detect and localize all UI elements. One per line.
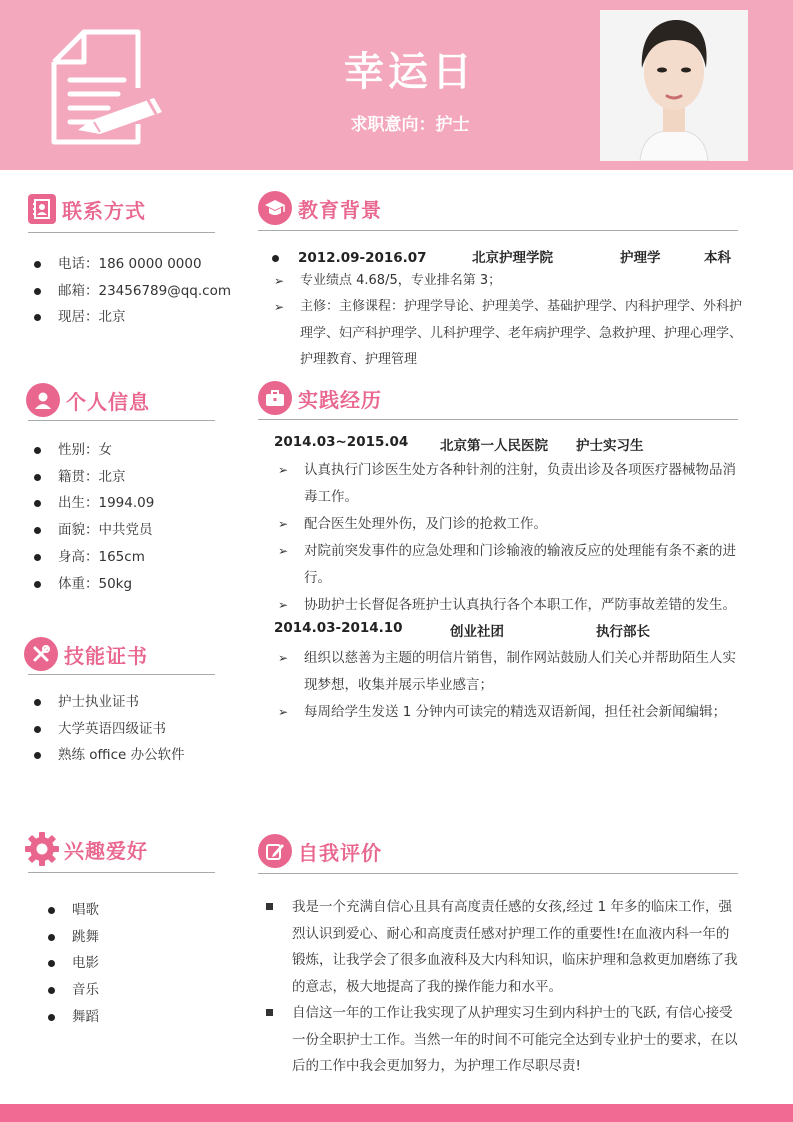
- education-school: 北京护理学院: [472, 250, 553, 266]
- skill-item: 大学英语四级证书: [30, 716, 185, 743]
- contact-email: 邮箱：23456789@qq.com: [30, 278, 231, 305]
- hobbies-heading: [24, 831, 148, 867]
- hobbies-title: 兴趣爱好: [64, 838, 148, 863]
- self-eval-heading: [258, 834, 382, 868]
- header-banner: [0, 0, 793, 170]
- address-book-icon: [28, 194, 56, 224]
- experience-heading: [258, 381, 382, 415]
- self-eval-point: 自信这一年的工作让我实现了从护理实习生到内科护士的飞跃, 有信心接受一份全职护士工作。当然一年的时间不可能完全达到专业护士的要求，在以后的工作中我会更加努力，为护理工作尽职尽责!: [262, 1000, 740, 1080]
- job-points: [276, 645, 746, 726]
- divider: [28, 420, 215, 421]
- contact-heading: [28, 194, 146, 224]
- personal-heading: [26, 383, 150, 417]
- education-courses: ➢ 主修：主修课程：护理学导论、护理美学、基础护理学、内科护理学、外科护理学、妇产科护理学、儿科护理学、老年病护理学、急救护理、护理心理学、护理教育、护理管理: [272, 294, 742, 374]
- self-eval-list: [262, 894, 740, 1080]
- job-period: 2014.03-2014.10: [274, 620, 403, 636]
- contact-location: 现居：北京: [30, 304, 231, 331]
- hobby-item: 舞蹈: [44, 1004, 99, 1031]
- personal-height: 身高：165cm: [30, 544, 154, 571]
- hobby-item: 跳舞: [44, 924, 99, 951]
- footer-bar: [0, 1104, 793, 1122]
- education-heading: [258, 191, 382, 225]
- education-period: 2012.09-2016.07: [298, 250, 427, 266]
- personal-title: 个人信息: [66, 389, 150, 414]
- divider: [28, 232, 215, 233]
- profile-photo: [600, 10, 748, 161]
- education-gpa: ➢ 专业绩点 4.68/5，专业排名第 3；: [272, 268, 742, 294]
- job-org: 创业社团: [450, 624, 504, 640]
- hobby-item: 音乐: [44, 977, 99, 1004]
- education-title: 教育背景: [298, 197, 382, 222]
- contact-list: [30, 251, 231, 331]
- education-details: [272, 268, 742, 374]
- job-head: [274, 620, 744, 642]
- briefcase-icon: [258, 381, 292, 415]
- personal-weight: 体重：50kg: [30, 571, 154, 598]
- personal-list: [30, 437, 154, 597]
- education-degree: 本科: [704, 250, 731, 266]
- edit-icon: [258, 834, 292, 868]
- job-period: 2014.03~2015.04: [274, 434, 409, 450]
- divider: [28, 872, 215, 873]
- job-points: [276, 457, 746, 619]
- graduation-cap-icon: [258, 191, 292, 225]
- job-point: ➢ 组织以慈善为主题的明信片销售，制作网站鼓励人们关心并帮助陌生人实现梦想，收集并展示毕业感言；: [276, 645, 746, 699]
- job-point: ➢ 配合医生处理外伤，及门诊的抢救工作。: [276, 511, 746, 538]
- divider: [258, 419, 738, 420]
- self-eval-point: 我是一个充满自信心且具有高度责任感的女孩,经过 1 年多的临床工作，强烈认识到爱心、耐心和高度责任感对护理工作的重要性!在血液内科一年的锻炼，让我学会了很多血液科及大内科知识，临床护理和急救更加磨练了我的意志，极大地提高了我的操作能力和水平。: [262, 894, 740, 1000]
- job-point: ➢ 每周给学生发送 1 分钟内可读完的精选双语新闻，担任社会新闻编辑；: [276, 699, 746, 726]
- job-point: ➢ 协助护士长督促各班护士认真执行各个本职工作，严防事故差错的发生。: [276, 592, 746, 619]
- divider: [258, 873, 738, 874]
- gear-icon: [24, 831, 60, 867]
- job-head: [274, 434, 744, 456]
- divider: [28, 674, 215, 675]
- tools-icon: [24, 637, 58, 671]
- personal-hometown: 籍贯：北京: [30, 464, 154, 491]
- job-org: 北京第一人民医院: [440, 438, 548, 454]
- hobby-item: 唱歌: [44, 897, 99, 924]
- job-intent: 求职意向：护士: [350, 115, 470, 135]
- personal-birth: 出生：1994.09: [30, 490, 154, 517]
- candidate-name: 幸运日: [344, 49, 476, 95]
- hobbies-list: [44, 897, 99, 1031]
- document-pen-icon: [48, 28, 170, 146]
- job-point: ➢ 对院前突发事件的应急处理和门诊输液的输液反应的处理能有条不紊的进行。: [276, 538, 746, 592]
- skill-item: 熟练 office 办公软件: [30, 742, 185, 769]
- skills-list: [30, 689, 185, 769]
- skill-item: 护士执业证书: [30, 689, 185, 716]
- skills-heading: [24, 637, 148, 671]
- hobby-item: 电影: [44, 950, 99, 977]
- job-role: 护士实习生: [576, 438, 644, 454]
- education-major: 护理学: [620, 250, 661, 266]
- personal-politics: 面貌：中共党员: [30, 517, 154, 544]
- contact-phone: 电话：186 0000 0000: [30, 251, 231, 278]
- divider: [258, 230, 738, 231]
- job-point: ➢ 认真执行门诊医生处方各种针剂的注射，负责出诊及各项医疗器械物品消毒工作。: [276, 457, 746, 511]
- skills-title: 技能证书: [64, 643, 148, 668]
- job-role: 执行部长: [596, 624, 650, 640]
- experience-title: 实践经历: [298, 387, 382, 412]
- user-icon: [26, 383, 60, 417]
- contact-title: 联系方式: [62, 198, 146, 223]
- personal-gender: 性别：女: [30, 437, 154, 464]
- self-eval-title: 自我评价: [298, 840, 382, 865]
